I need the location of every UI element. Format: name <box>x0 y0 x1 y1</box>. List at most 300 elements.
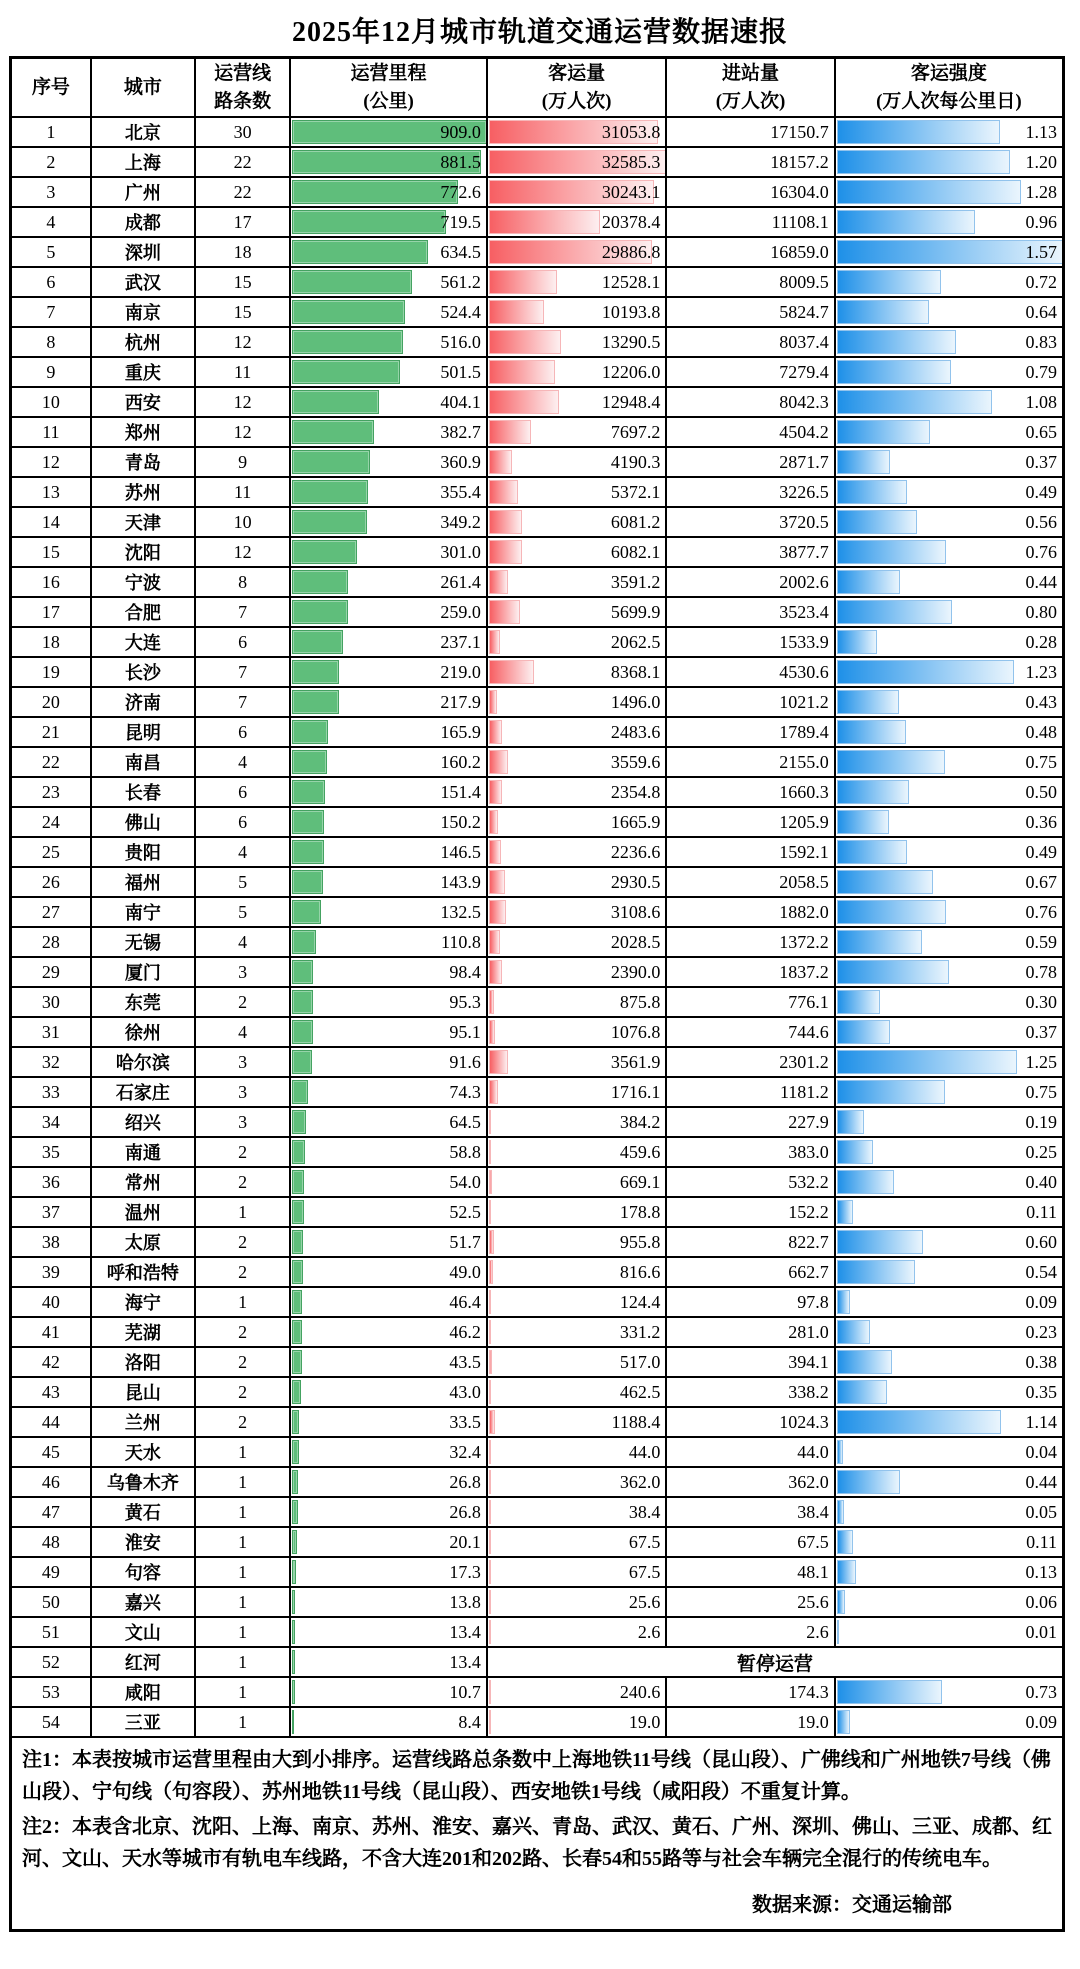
cell-mileage <box>290 1467 487 1497</box>
cell-value: 0.65 <box>1025 422 1057 443</box>
cell-value: 74.3 <box>449 1082 481 1103</box>
cell-value: 44.0 <box>628 1442 661 1463</box>
cell-lines: 9 <box>195 447 290 477</box>
cell-value: 32.4 <box>449 1442 481 1463</box>
cell-index: 36 <box>11 1167 91 1197</box>
cell-value: 0.19 <box>1025 1112 1057 1133</box>
header-label: (公里) <box>363 90 414 112</box>
cell-value: 67.5 <box>628 1562 661 1583</box>
table-row <box>11 897 1064 927</box>
cell-intensity <box>835 1167 1064 1197</box>
table-row <box>11 1107 1064 1137</box>
cell-passengers <box>487 537 667 567</box>
cell-mileage <box>290 1017 487 1047</box>
cell-index: 46 <box>11 1467 91 1497</box>
cell-city: 昆山 <box>91 1377 195 1407</box>
cell-index: 43 <box>11 1377 91 1407</box>
table-row <box>11 1497 1064 1527</box>
cell-entries: 38.4 <box>666 1497 834 1527</box>
transit-data-table <box>9 56 1065 1932</box>
cell-lines: 10 <box>195 507 290 537</box>
cell-lines: 12 <box>195 537 290 567</box>
cell-entries: 532.2 <box>666 1167 834 1197</box>
cell-entries: 744.6 <box>666 1017 834 1047</box>
cell-entries: 2058.5 <box>666 867 834 897</box>
table-row <box>11 687 1064 717</box>
cell-lines: 3 <box>195 957 290 987</box>
table-row <box>11 1257 1064 1287</box>
cell-intensity <box>835 957 1064 987</box>
cell-value: 524.4 <box>440 302 481 323</box>
cell-intensity <box>835 1137 1064 1167</box>
cell-intensity <box>835 387 1064 417</box>
cell-passengers <box>487 1497 667 1527</box>
cell-mileage <box>290 777 487 807</box>
cell-mileage <box>290 1557 487 1587</box>
cell-value: 1.13 <box>1025 122 1057 143</box>
cell-value: 0.44 <box>1025 572 1057 593</box>
cell-lines: 6 <box>195 627 290 657</box>
cell-city: 苏州 <box>91 477 195 507</box>
cell-value: 0.83 <box>1025 332 1057 353</box>
cell-value: 0.09 <box>1025 1292 1057 1313</box>
cell-index: 11 <box>11 417 91 447</box>
cell-passengers <box>487 207 667 237</box>
cell-index: 12 <box>11 447 91 477</box>
cell-entries: 1181.2 <box>666 1077 834 1107</box>
cell-value: 38.4 <box>628 1502 661 1523</box>
cell-lines: 4 <box>195 747 290 777</box>
cell-mileage <box>290 837 487 867</box>
cell-value: 0.44 <box>1025 1472 1057 1493</box>
cell-mileage <box>290 987 487 1017</box>
cell-passengers <box>487 567 667 597</box>
cell-passengers <box>487 1527 667 1557</box>
table-row <box>11 537 1064 567</box>
cell-value: 146.5 <box>440 842 481 863</box>
cell-value: 349.2 <box>440 512 481 533</box>
cell-mileage <box>290 267 487 297</box>
cell-mileage <box>290 1137 487 1167</box>
cell-entries: 394.1 <box>666 1347 834 1377</box>
cell-index: 19 <box>11 657 91 687</box>
cell-value: 7697.2 <box>610 422 661 443</box>
cell-index: 13 <box>11 477 91 507</box>
header-row <box>11 58 1064 118</box>
cell-passengers <box>487 657 667 687</box>
table-row <box>11 1017 1064 1047</box>
table-row <box>11 1557 1064 1587</box>
cell-value: 143.9 <box>440 872 481 893</box>
cell-mileage <box>290 1317 487 1347</box>
cell-index: 28 <box>11 927 91 957</box>
cell-value: 0.23 <box>1025 1322 1057 1343</box>
cell-mileage <box>290 1647 487 1677</box>
cell-city: 兰州 <box>91 1407 195 1437</box>
cell-intensity <box>835 1197 1064 1227</box>
cell-intensity <box>835 1707 1064 1737</box>
cell-intensity <box>835 1107 1064 1137</box>
cell-entries: 1021.2 <box>666 687 834 717</box>
cell-city: 天水 <box>91 1437 195 1467</box>
cell-mileage <box>290 567 487 597</box>
cell-value: 0.67 <box>1025 872 1057 893</box>
cell-entries: 1205.9 <box>666 807 834 837</box>
cell-value: 816.6 <box>619 1262 661 1283</box>
cell-entries: 11108.1 <box>666 207 834 237</box>
data-source: 数据来源：交通运输部 <box>752 1893 952 1916</box>
cell-city: 西安 <box>91 387 195 417</box>
cell-mileage <box>290 1527 487 1557</box>
cell-value: 3108.6 <box>610 902 661 923</box>
cell-entries: 1024.3 <box>666 1407 834 1437</box>
cell-value: 0.04 <box>1025 1442 1057 1463</box>
cell-value: 49.0 <box>449 1262 481 1283</box>
cell-value: 19.0 <box>628 1712 661 1733</box>
cell-lines: 17 <box>195 207 290 237</box>
cell-index: 3 <box>11 177 91 207</box>
cell-index: 47 <box>11 1497 91 1527</box>
cell-intensity <box>835 987 1064 1017</box>
cell-lines: 15 <box>195 267 290 297</box>
cell-intensity <box>835 837 1064 867</box>
cell-passengers <box>487 1047 667 1077</box>
cell-index: 27 <box>11 897 91 927</box>
cell-value: 0.11 <box>1026 1532 1057 1553</box>
cell-lines: 2 <box>195 1137 290 1167</box>
cell-mileage <box>290 1677 487 1707</box>
cell-value: 0.56 <box>1025 512 1057 533</box>
cell-mileage <box>290 1377 487 1407</box>
cell-index: 51 <box>11 1617 91 1647</box>
page-title: 2025年12月城市轨道交通运营数据速报 <box>291 17 788 48</box>
cell-index: 24 <box>11 807 91 837</box>
cell-city: 温州 <box>91 1197 195 1227</box>
cell-lines: 2 <box>195 1407 290 1437</box>
cell-value: 13.8 <box>449 1592 481 1613</box>
cell-intensity <box>835 567 1064 597</box>
cell-intensity <box>835 177 1064 207</box>
cell-intensity <box>835 747 1064 777</box>
cell-passengers <box>487 1167 667 1197</box>
cell-entries: 152.2 <box>666 1197 834 1227</box>
cell-mileage <box>290 1707 487 1737</box>
cell-suspended: 暂停运营 <box>487 1647 1064 1677</box>
cell-intensity <box>835 1377 1064 1407</box>
cell-city: 徐州 <box>91 1017 195 1047</box>
cell-passengers <box>487 1197 667 1227</box>
cell-index: 5 <box>11 237 91 267</box>
table-row <box>11 507 1064 537</box>
cell-value: 875.8 <box>619 992 661 1013</box>
cell-value: 2483.6 <box>610 722 661 743</box>
cell-index: 45 <box>11 1437 91 1467</box>
cell-value: 13.4 <box>449 1652 481 1673</box>
cell-lines: 2 <box>195 1347 290 1377</box>
cell-passengers <box>487 957 667 987</box>
cell-intensity <box>835 867 1064 897</box>
cell-intensity <box>835 1527 1064 1557</box>
col-header-passengers <box>487 58 667 118</box>
notes-row <box>11 1737 1064 1930</box>
cell-entries: 2871.7 <box>666 447 834 477</box>
cell-city: 句容 <box>91 1557 195 1587</box>
cell-entries: 4530.6 <box>666 657 834 687</box>
cell-passengers <box>487 1407 667 1437</box>
cell-intensity <box>835 1047 1064 1077</box>
cell-intensity <box>835 417 1064 447</box>
cell-mileage <box>290 327 487 357</box>
table-row <box>11 297 1064 327</box>
cell-mileage <box>290 1497 487 1527</box>
header-label: (万人次) <box>541 90 612 112</box>
cell-entries: 48.1 <box>666 1557 834 1587</box>
cell-passengers <box>487 417 667 447</box>
cell-value: 12206.0 <box>601 362 661 383</box>
cell-value: 0.60 <box>1025 1232 1057 1253</box>
cell-value: 0.49 <box>1025 482 1057 503</box>
cell-passengers <box>487 237 667 267</box>
cell-value: 1.08 <box>1025 392 1057 413</box>
cell-city: 郑州 <box>91 417 195 447</box>
cell-lines: 3 <box>195 1047 290 1077</box>
table-row <box>11 1317 1064 1347</box>
cell-value: 0.37 <box>1025 1022 1057 1043</box>
cell-passengers <box>487 1347 667 1377</box>
cell-entries: 44.0 <box>666 1437 834 1467</box>
cell-value: 0.36 <box>1025 812 1057 833</box>
cell-index: 53 <box>11 1677 91 1707</box>
cell-value: 6082.1 <box>610 542 661 563</box>
cell-value: 20.1 <box>449 1532 481 1553</box>
cell-lines: 6 <box>195 807 290 837</box>
cell-value: 12948.4 <box>601 392 661 413</box>
cell-index: 38 <box>11 1227 91 1257</box>
cell-passengers <box>487 387 667 417</box>
cell-value: 6081.2 <box>610 512 661 533</box>
cell-passengers <box>487 1377 667 1407</box>
cell-lines: 1 <box>195 1437 290 1467</box>
cell-passengers <box>487 897 667 927</box>
cell-value: 0.28 <box>1025 632 1057 653</box>
cell-city: 宁波 <box>91 567 195 597</box>
cell-entries: 2002.6 <box>666 567 834 597</box>
cell-mileage <box>290 927 487 957</box>
cell-intensity <box>835 717 1064 747</box>
table-row <box>11 357 1064 387</box>
cell-index: 37 <box>11 1197 91 1227</box>
cell-lines: 6 <box>195 717 290 747</box>
cell-mileage <box>290 1287 487 1317</box>
cell-value: 12528.1 <box>601 272 661 293</box>
cell-value: 2062.5 <box>610 632 661 653</box>
table-row <box>11 1407 1064 1437</box>
table-row <box>11 267 1064 297</box>
cell-value: 1.28 <box>1025 182 1057 203</box>
cell-passengers <box>487 1437 667 1467</box>
cell-index: 25 <box>11 837 91 867</box>
cell-mileage <box>290 297 487 327</box>
cell-passengers <box>487 807 667 837</box>
cell-city: 长春 <box>91 777 195 807</box>
cell-mileage <box>290 477 487 507</box>
cell-value: 1.20 <box>1025 152 1057 173</box>
cell-lines: 1 <box>195 1527 290 1557</box>
table-row <box>11 1137 1064 1167</box>
cell-value: 43.5 <box>449 1352 481 1373</box>
table-row <box>11 1467 1064 1497</box>
cell-value: 0.59 <box>1025 932 1057 953</box>
cell-intensity <box>835 1677 1064 1707</box>
cell-value: 0.49 <box>1025 842 1057 863</box>
cell-index: 1 <box>11 117 91 147</box>
cell-lines: 1 <box>195 1587 290 1617</box>
cell-value: 1.57 <box>1025 242 1057 263</box>
cell-passengers <box>487 747 667 777</box>
cell-index: 35 <box>11 1137 91 1167</box>
cell-entries: 227.9 <box>666 1107 834 1137</box>
cell-entries: 662.7 <box>666 1257 834 1287</box>
cell-mileage <box>290 237 487 267</box>
cell-lines: 12 <box>195 327 290 357</box>
cell-mileage <box>290 1257 487 1287</box>
cell-value: 2.6 <box>637 1622 661 1643</box>
cell-lines: 7 <box>195 597 290 627</box>
cell-value: 31053.8 <box>601 122 661 143</box>
cell-value: 0.79 <box>1025 362 1057 383</box>
cell-index: 14 <box>11 507 91 537</box>
cell-mileage <box>290 717 487 747</box>
cell-value: 2390.0 <box>610 962 661 983</box>
cell-lines: 5 <box>195 867 290 897</box>
cell-lines: 2 <box>195 1317 290 1347</box>
cell-value: 2236.6 <box>610 842 661 863</box>
cell-mileage <box>290 147 487 177</box>
note-1: 注1：本表按城市运营里程由大到小排序。运营线路总条数中上海地铁11号线（昆山段）、广佛线和广州地铁7号线（佛山段）、宁句线（句容段）、苏州地铁11号线（昆山段）、西安地铁1号线（咸阳段）不重复计算。 <box>22 1749 1051 1804</box>
cell-entries: 2.6 <box>666 1617 834 1647</box>
cell-value: 0.13 <box>1025 1562 1057 1583</box>
cell-intensity <box>835 1077 1064 1107</box>
cell-index: 40 <box>11 1287 91 1317</box>
cell-value: 360.9 <box>440 452 481 473</box>
cell-city: 长沙 <box>91 657 195 687</box>
cell-city: 厦门 <box>91 957 195 987</box>
table-row <box>11 1287 1064 1317</box>
cell-entries: 16859.0 <box>666 237 834 267</box>
cell-entries: 2155.0 <box>666 747 834 777</box>
cell-city: 呼和浩特 <box>91 1257 195 1287</box>
cell-lines: 1 <box>195 1467 290 1497</box>
cell-value: 0.11 <box>1026 1202 1057 1223</box>
header-label: 客运量 <box>548 63 606 84</box>
header-label: 客运强度 <box>910 63 987 84</box>
cell-value: 517.0 <box>619 1352 661 1373</box>
cell-lines: 15 <box>195 297 290 327</box>
cell-city: 济南 <box>91 687 195 717</box>
header-label: 城市 <box>123 76 162 98</box>
cell-lines: 11 <box>195 357 290 387</box>
cell-mileage <box>290 177 487 207</box>
cell-passengers <box>487 327 667 357</box>
cell-index: 50 <box>11 1587 91 1617</box>
cell-index: 16 <box>11 567 91 597</box>
cell-intensity <box>835 1587 1064 1617</box>
cell-entries: 362.0 <box>666 1467 834 1497</box>
col-header-entries <box>666 58 834 118</box>
cell-index: 10 <box>11 387 91 417</box>
cell-index: 20 <box>11 687 91 717</box>
cell-city: 哈尔滨 <box>91 1047 195 1077</box>
cell-index: 17 <box>11 597 91 627</box>
cell-city: 成都 <box>91 207 195 237</box>
cell-lines: 2 <box>195 1377 290 1407</box>
table-row <box>11 1527 1064 1557</box>
cell-value: 54.0 <box>449 1172 481 1193</box>
table-row <box>11 1617 1064 1647</box>
cell-index: 52 <box>11 1647 91 1677</box>
col-header-intensity <box>835 58 1064 118</box>
cell-city: 文山 <box>91 1617 195 1647</box>
cell-value: 1496.0 <box>610 692 661 713</box>
cell-city: 贵阳 <box>91 837 195 867</box>
table-footer <box>11 1737 1064 1930</box>
cell-lines: 2 <box>195 1167 290 1197</box>
cell-value: 3591.2 <box>610 572 661 593</box>
cell-value: 124.4 <box>619 1292 661 1313</box>
table-row <box>11 567 1064 597</box>
cell-passengers <box>487 627 667 657</box>
cell-mileage <box>290 537 487 567</box>
cell-index: 31 <box>11 1017 91 1047</box>
cell-entries: 97.8 <box>666 1287 834 1317</box>
cell-value: 237.1 <box>440 632 481 653</box>
cell-value: 909.0 <box>440 122 481 143</box>
cell-mileage <box>290 897 487 927</box>
cell-lines: 4 <box>195 927 290 957</box>
cell-city: 石家庄 <box>91 1077 195 1107</box>
cell-entries: 1882.0 <box>666 897 834 927</box>
cell-passengers <box>487 1287 667 1317</box>
cell-mileage <box>290 357 487 387</box>
cell-mileage <box>290 1167 487 1197</box>
cell-value: 459.6 <box>619 1142 661 1163</box>
table-row <box>11 177 1064 207</box>
cell-intensity <box>835 897 1064 927</box>
notes-cell <box>11 1737 1064 1930</box>
cell-value: 46.4 <box>449 1292 481 1313</box>
cell-index: 6 <box>11 267 91 297</box>
cell-index: 2 <box>11 147 91 177</box>
cell-mileage <box>290 1047 487 1077</box>
cell-value: 462.5 <box>619 1382 661 1403</box>
cell-value: 0.75 <box>1025 752 1057 773</box>
cell-value: 0.76 <box>1025 542 1057 563</box>
cell-entries: 4504.2 <box>666 417 834 447</box>
cell-mileage <box>290 627 487 657</box>
cell-entries: 1660.3 <box>666 777 834 807</box>
cell-city: 洛阳 <box>91 1347 195 1377</box>
cell-value: 384.2 <box>619 1112 661 1133</box>
cell-value: 301.0 <box>440 542 481 563</box>
cell-value: 17.3 <box>449 1562 481 1583</box>
cell-intensity <box>835 117 1064 147</box>
cell-lines: 2 <box>195 987 290 1017</box>
cell-value: 0.76 <box>1025 902 1057 923</box>
cell-value: 33.5 <box>449 1412 481 1433</box>
table-row <box>11 1047 1064 1077</box>
cell-intensity <box>835 447 1064 477</box>
cell-city: 绍兴 <box>91 1107 195 1137</box>
